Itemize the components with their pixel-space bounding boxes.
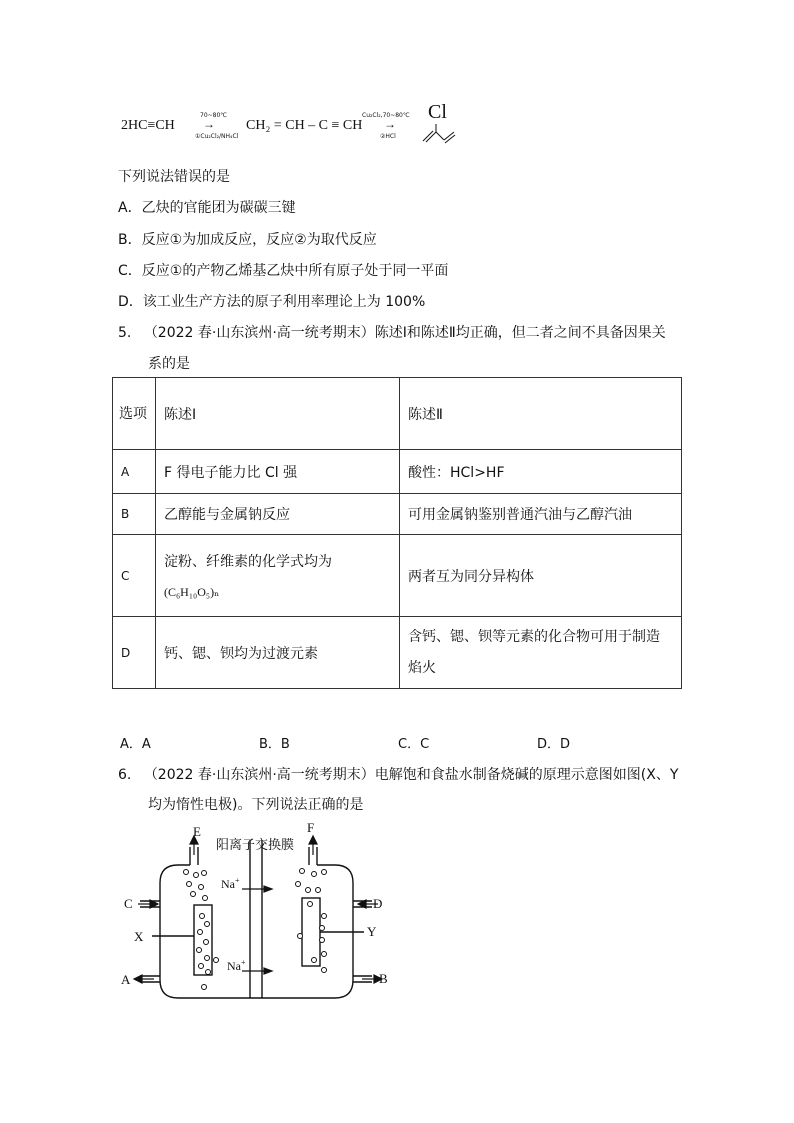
row-c-option: C bbox=[113, 535, 156, 617]
header-option-label: 选项 bbox=[119, 405, 147, 422]
q6-question bbox=[118, 764, 678, 784]
chloroprene-structure-icon bbox=[418, 122, 458, 152]
row-b-statement-1: 乙醇能与金属钠反应 bbox=[156, 494, 400, 535]
q5-table bbox=[112, 377, 682, 689]
row-a-option: A bbox=[113, 450, 156, 494]
header-statement-2: 陈述Ⅱ bbox=[400, 378, 682, 450]
intermediate: CH₂ = CH – C ≡ CH bbox=[246, 118, 363, 133]
arrow1-condition-top: 70~80℃ bbox=[200, 112, 228, 119]
arrow1-icon: → bbox=[203, 117, 215, 131]
arrow2-condition-top: Cu₂Cl₂,70~80℃ bbox=[362, 112, 410, 119]
arrow2-condition-bottom: ②HCl bbox=[380, 133, 396, 140]
row-c-statement-1: 淀粉、纤维素的化学式均为 bbox=[164, 554, 332, 570]
header-option bbox=[113, 378, 156, 450]
row-d-statement-1: 钙、锶、钡均为过渡元素 bbox=[156, 617, 400, 689]
q5-answer-d: D．D bbox=[537, 737, 571, 752]
q5-text-line1: （2022 春·山东滨州·高一统考期末）陈述Ⅰ和陈述Ⅱ均正确，但二者之间不具备因果关 bbox=[143, 325, 666, 341]
row-a-statement-1: F 得电子能力比 Cl 强 bbox=[156, 450, 400, 494]
reactant: 2HC≡CH bbox=[121, 118, 175, 133]
row-d-option: D bbox=[113, 617, 156, 689]
membrane-label: 阳离子交换膜 bbox=[216, 837, 295, 852]
row-b-option: B bbox=[113, 494, 156, 535]
q5-answer-b: B．B bbox=[259, 737, 290, 752]
label-b: B bbox=[379, 971, 388, 986]
row-b-statement-2: 可用金属钠鉴别普通汽油与乙醇汽油 bbox=[400, 494, 682, 535]
q6-number: 6. bbox=[118, 767, 132, 783]
q4-option-a: A．乙炔的官能团为碳碳三键 bbox=[118, 200, 296, 216]
q5-answer-c: C．C bbox=[398, 737, 430, 752]
arrow2-icon: → bbox=[384, 117, 396, 131]
q5-number: 5. bbox=[118, 325, 132, 341]
label-f: F bbox=[307, 820, 315, 835]
label-d: D bbox=[373, 896, 383, 911]
label-e: E bbox=[193, 824, 201, 839]
label-c: C bbox=[124, 896, 133, 911]
q4-option-c: C．反应①的产物乙烯基乙炔中所有原子处于同一平面 bbox=[118, 263, 449, 279]
row-c-statement-2: 两者互为同分异构体 bbox=[400, 535, 682, 617]
q6-text-line2: 均为惰性电极)。下列说法正确的是 bbox=[148, 797, 364, 813]
table-header-row bbox=[113, 378, 682, 450]
table-row bbox=[113, 617, 682, 689]
table-row bbox=[113, 494, 682, 535]
q5-text-line2: 系的是 bbox=[148, 356, 190, 372]
row-c-statement-1-cell bbox=[156, 535, 400, 617]
q5-question bbox=[118, 322, 666, 342]
label-a: A bbox=[121, 972, 131, 987]
q4-prompt: 下列说法错误的是 bbox=[118, 169, 230, 185]
row-d-statement-2: 含钙、锶、钡等元素的化合物可用于制造焰火 bbox=[400, 617, 682, 689]
row-c-formula: (C₆H₁₀O₅)ₙ bbox=[164, 585, 220, 599]
q4-option-d: D．该工业生产方法的原子利用率理论上为 100% bbox=[118, 294, 426, 310]
header-statement-1: 陈述Ⅰ bbox=[156, 378, 400, 450]
label-y: Y bbox=[367, 924, 377, 939]
row-a-statement-2: 酸性：HCl>HF bbox=[400, 450, 682, 494]
product-chlorine-label: Cl bbox=[428, 101, 447, 123]
sodium-ion-label-bottom: Na+ bbox=[227, 958, 246, 973]
sodium-ion-label-top: Na+ bbox=[221, 876, 240, 891]
q5-answer-a: A．A bbox=[120, 737, 151, 752]
q4-option-b: B．反应①为加成反应，反应②为取代反应 bbox=[118, 232, 377, 248]
q6-text-line1: （2022 春·山东滨州·高一统考期末）电解饱和食盐水制备烧碱的原理示意图如图(X、Y bbox=[143, 767, 679, 783]
label-x: X bbox=[134, 929, 144, 944]
table-row bbox=[113, 535, 682, 617]
table-row bbox=[113, 450, 682, 494]
arrow1-condition-bottom: ①Cu₂Cl₂/NH₄Cl bbox=[195, 133, 239, 140]
